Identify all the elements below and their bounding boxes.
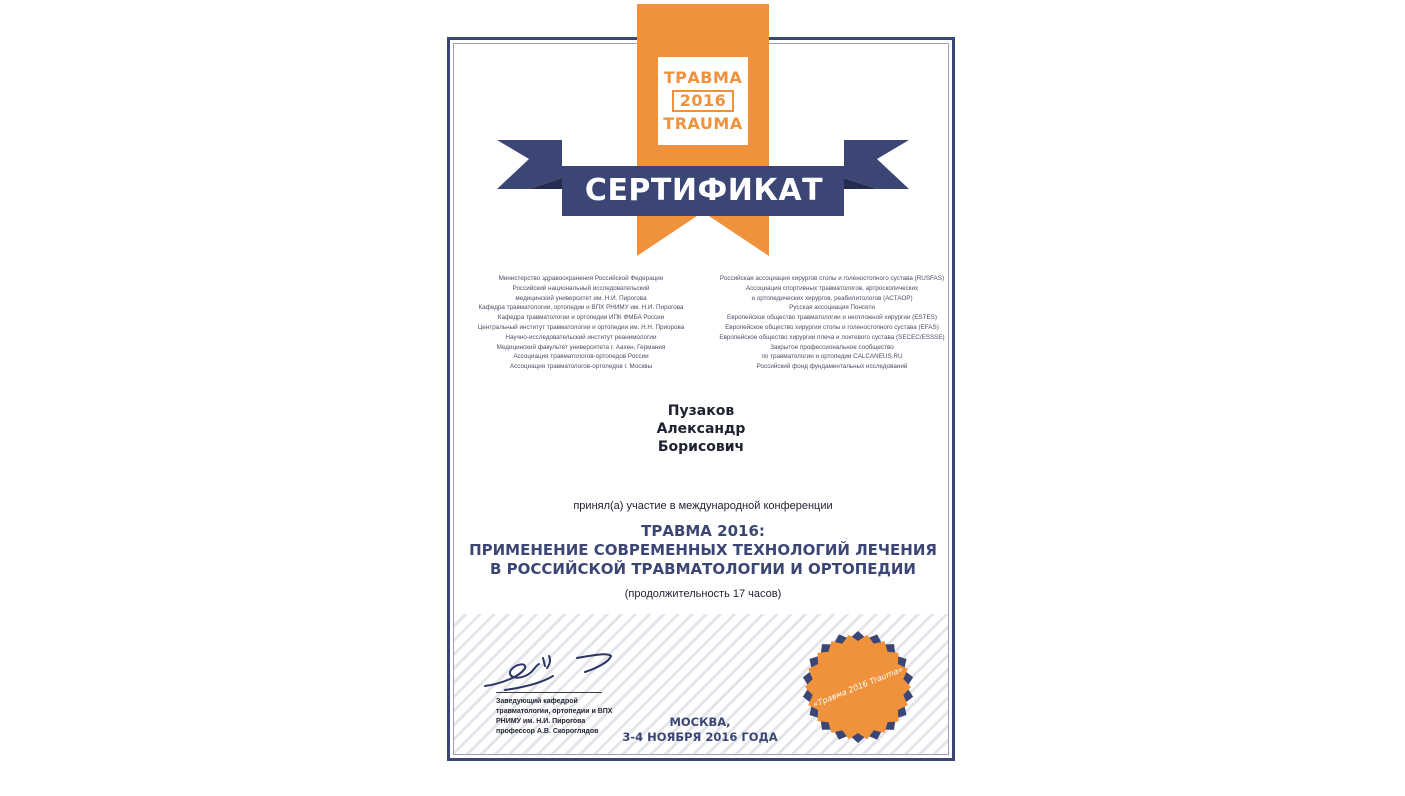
organizer-item: и ортопедических хирургов, реабилитологов (АСТАОР) bbox=[751, 294, 913, 302]
logo-year: 2016 bbox=[672, 90, 735, 112]
logo-title-en: TRAUMA bbox=[663, 114, 743, 133]
organizer-item: Российский национальный исследовательский bbox=[512, 284, 650, 292]
venue-city: МОСКВА, bbox=[669, 715, 731, 729]
organizer-item: Российский фонд фундаментальных исследований bbox=[756, 363, 908, 371]
logo-title-ru: ТРАВМА bbox=[663, 68, 743, 87]
organizer-item: Европейское общество травматологии и неотложной хирургии (ESTES) bbox=[727, 314, 937, 322]
organizer-item: Российская ассоциация хирургов стопы и голеностопного сустава (RUSFAS) bbox=[719, 275, 945, 282]
signature-line bbox=[496, 692, 602, 693]
seal-text: «Травма 2016 Trauma» bbox=[811, 664, 905, 710]
organizers-right-list bbox=[712, 274, 952, 372]
organizer-item: Министерство здравоохранения Российской Федерации bbox=[498, 275, 664, 282]
signer-name: профессор А.В. Скороглядов bbox=[496, 728, 599, 735]
organizer-item: Центральный институт травматологии и ортопедии им. Н.Н. Приорова bbox=[477, 323, 685, 331]
organizer-item: Научно-исследовательский институт реанимологии bbox=[505, 333, 657, 341]
recipient-first-name: Александр bbox=[656, 421, 746, 437]
organizer-item: Ассоциация травматологов-ортопедов г. Москвы bbox=[509, 363, 653, 371]
conference-title-line: ТРАВМА 2016: bbox=[641, 522, 765, 540]
organizer-item: Кафедра травматологии и ортопедии ИПК ФМБА России bbox=[497, 314, 665, 322]
organizer-item: Европейское общество хирургии плеча и локтевого сустава (SECEC/ESSSE) bbox=[719, 333, 945, 341]
conference-title bbox=[463, 522, 943, 579]
organizer-item: медицинский университет им. Н.И. Пирогова bbox=[515, 294, 647, 302]
signer-title: травматологии, ортопедии и ВПХ bbox=[496, 708, 613, 715]
duration-text: (продолжительность 17 часов) bbox=[624, 588, 782, 600]
venue-date bbox=[600, 715, 800, 745]
certificate-title: СЕРТИФИКАТ bbox=[584, 173, 824, 208]
signature-image bbox=[481, 646, 621, 694]
participation-text: принял(а) участие в международной конференции bbox=[573, 500, 833, 512]
organizer-item: Медицинский факультет университета г. Аахен, Германия bbox=[496, 343, 666, 351]
organizer-item: Европейское общество хирургии стопы и голеностопного сустава (EFAS) bbox=[725, 323, 939, 331]
organizer-item: Ассоциация спортивных травматологов, артроскопических bbox=[745, 284, 919, 292]
recipient-name bbox=[601, 402, 801, 456]
organizer-item: по травматологии и ортопедии CALCANEUS.RU bbox=[761, 353, 903, 361]
organizer-item: Закрытое профессиональное сообщество bbox=[770, 343, 894, 351]
signer-title: Заведующий кафедрой bbox=[496, 698, 578, 705]
trauma-2016-logo bbox=[658, 57, 748, 145]
organizer-item: Кафедра травматологии, ортопедии и ВПХ РНИМУ им. Н.И. Пирогова bbox=[478, 304, 684, 312]
organizers-left-list bbox=[461, 274, 701, 372]
signer-title: РНИМУ им. Н.И. Пирогова bbox=[496, 718, 586, 725]
recipient-surname: Пузаков bbox=[667, 403, 735, 419]
seal-stamp bbox=[801, 630, 915, 744]
conference-title-line: В РОССИЙСКОЙ ТРАВМАТОЛОГИИ И ОРТОПЕДИИ bbox=[490, 560, 916, 578]
organizer-item: Ассоциация травматологов-ортопедов России bbox=[513, 353, 649, 361]
organizer-item: Русская ассоциация Понсети bbox=[789, 304, 875, 312]
conference-title-line: ПРИМЕНЕНИЕ СОВРЕМЕННЫХ ТЕХНОЛОГИЙ ЛЕЧЕНИЯ bbox=[469, 541, 937, 559]
venue-dates: 3-4 НОЯБРЯ 2016 ГОДА bbox=[622, 730, 778, 744]
recipient-patronymic: Борисович bbox=[657, 439, 745, 455]
